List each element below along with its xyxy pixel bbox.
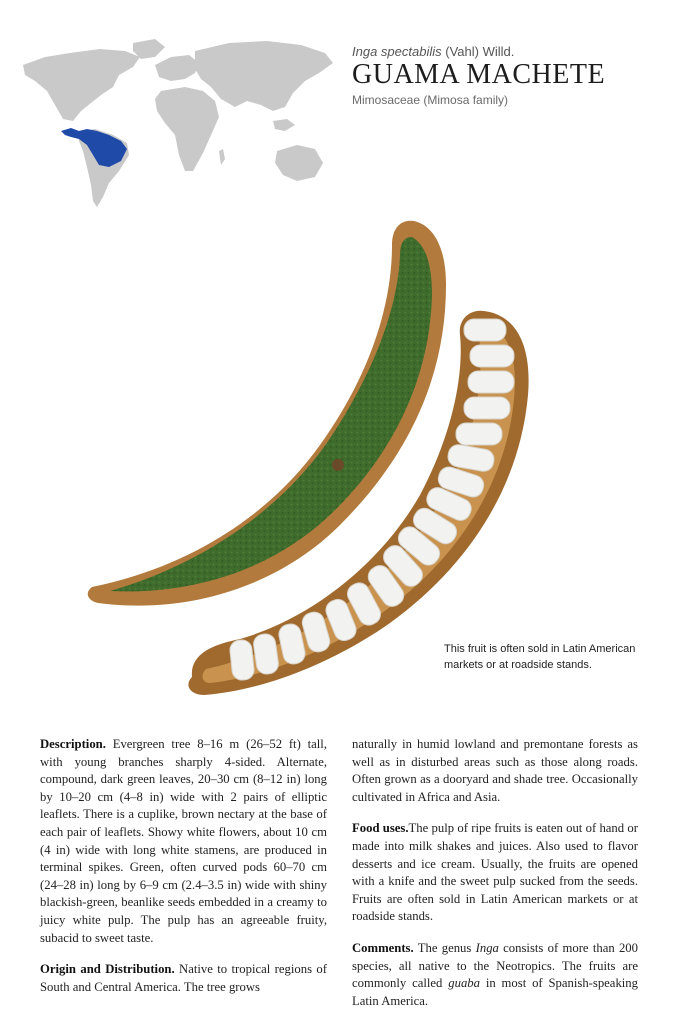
food-uses-heading: Food uses. <box>352 821 409 836</box>
husk-green <box>110 237 432 591</box>
origin-paragraph <box>40 961 327 996</box>
food-uses-paragraph <box>352 820 638 926</box>
photo-caption: This fruit is often sold in Latin American markets or at roadside stands. <box>444 643 636 671</box>
common-name-guaba: guaba <box>448 976 480 991</box>
food-uses-text: The pulp of ripe fruits is eaten out of hand or made into milk shakes and juices. Also used to flavor desserts and ice cream. Usually, the fruits are opened with a knife and the sweet pulp sucked from the seeds. Fruits are often sold in Latin American markets or at roadside stands. <box>352 821 638 924</box>
origin-paragraph-continued: naturally in humid lowland and premontane forests as well as in disturbed areas such as those along roads. Often grown as a dooryard and shade tree. Occasionally cultivated in Africa and Asia. <box>352 737 638 804</box>
comments-text-3: in most of Spanish-speaking Latin America. <box>352 976 638 1008</box>
text-column-left <box>40 736 327 1010</box>
genus-inga: Inga <box>475 940 499 955</box>
description-heading: Description. <box>40 737 106 751</box>
origin-text-part1: Native to tropical regions of South and Central America. The tree grows <box>40 962 327 994</box>
genus-species: Inga spectabilis <box>352 44 442 59</box>
author: (Vahl) Willd. <box>445 44 515 59</box>
description-paragraph <box>40 736 327 947</box>
comments-text-1: The genus <box>413 940 476 955</box>
text-column-right <box>352 736 638 1024</box>
origin-heading: Origin and Distribution. <box>40 962 175 977</box>
comments-heading: Comments. <box>352 940 414 955</box>
description-text: Evergreen tree 8–16 m (26–52 ft) tall, with young branches sharply 4-sided. Alternate, compound, dark green leaves, 20–30 cm (8–12 in) long by 10–20 cm (4–8 in) wide with 2 pairs of elliptic leaflets. There is a cuplike, brown nectary at the base of each pair of leaflets. Showy white flowers, about 10 cm (4 in) wide with long white stamens, are produced in terminal spikes. Green, often curved pods 60–70 cm (24–28 in) long by 6–9 cm (2.4–3.5 in) wide with shiny blackish-green, beanlike seeds embedded in a creamy to juicy white pulp. The pulp has an agreeable fruity, subacid to sweet taste. <box>40 737 327 945</box>
comments-text-2: consists of more than 200 species, all native to the Neotropics. The fruits are commonly called <box>352 940 638 991</box>
comments-paragraph <box>352 940 638 1010</box>
husk-spot <box>332 459 344 471</box>
fruit-photo <box>80 215 640 705</box>
world-distribution-map <box>15 35 340 210</box>
family-name: Mimosaceae (Mimosa family) <box>352 93 509 107</box>
species-header <box>352 44 672 107</box>
page-title: GUAMA MACHETE <box>352 59 606 90</box>
world-land <box>23 39 333 207</box>
scientific-name <box>352 44 672 59</box>
